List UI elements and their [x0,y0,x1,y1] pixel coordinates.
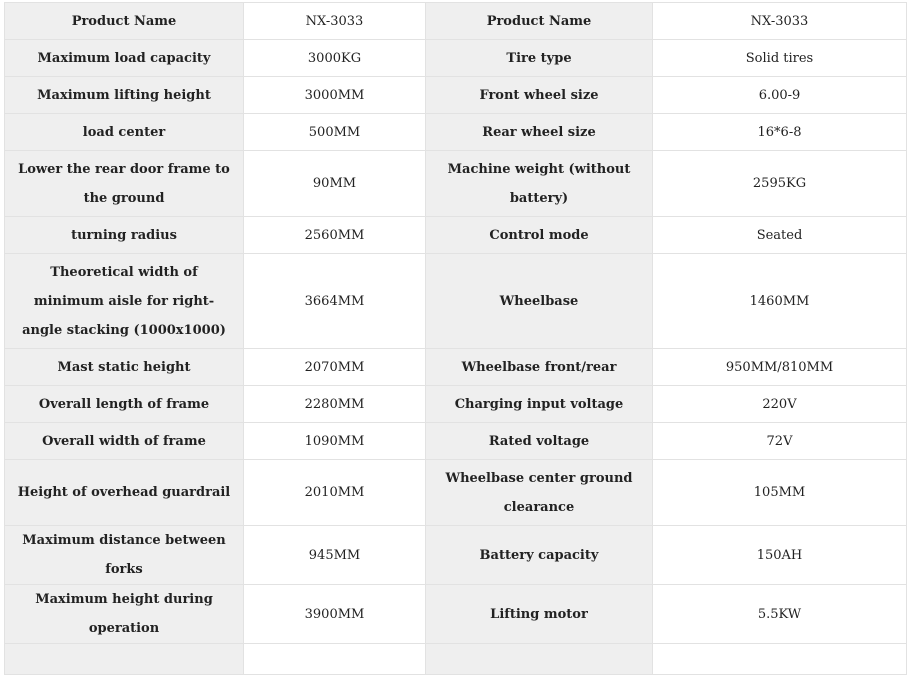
spec-label-cell: Maximum height during operation [5,585,244,644]
spec-value-cell: 16*6-8 [653,114,907,151]
table-row [5,460,907,526]
spec-label-cell: Maximum distance between forks [5,526,244,585]
spec-value-cell: 105MM [653,460,907,526]
spec-label-cell [5,644,244,675]
table-row [5,217,907,254]
spec-value-cell: NX-3033 [653,3,907,40]
spec-value-cell: 3000MM [244,77,426,114]
spec-label-cell: Overall width of frame [5,423,244,460]
table-row [5,114,907,151]
spec-label-cell: Overall length of frame [5,386,244,423]
spec-value-cell: 2010MM [244,460,426,526]
spec-label-cell: Rated voltage [426,423,653,460]
spec-table-body [5,3,907,675]
spec-table [4,2,907,675]
spec-label-cell: Product Name [426,3,653,40]
spec-value-cell: 3000KG [244,40,426,77]
spec-label-cell: Tire type [426,40,653,77]
spec-value-cell: 150AH [653,526,907,585]
spec-value-cell: Solid tires [653,40,907,77]
spec-label-cell: Rear wheel size [426,114,653,151]
spec-value-cell: 2280MM [244,386,426,423]
spec-label-cell: Wheelbase front/rear [426,349,653,386]
spec-label-cell: Front wheel size [426,77,653,114]
spec-value-cell: NX-3033 [244,3,426,40]
spec-label-cell: Maximum lifting height [5,77,244,114]
spec-label-cell: Height of overhead guardrail [5,460,244,526]
spec-value-cell: 950MM/810MM [653,349,907,386]
spec-label-cell: Battery capacity [426,526,653,585]
spec-value-cell: 2560MM [244,217,426,254]
spec-label-cell: turning radius [5,217,244,254]
spec-value-cell: 5.5KW [653,585,907,644]
spec-value-cell: 2595KG [653,151,907,217]
spec-label-cell: Maximum load capacity [5,40,244,77]
table-row [5,386,907,423]
spec-label-cell [426,644,653,675]
spec-label-cell: Lifting motor [426,585,653,644]
spec-value-cell: 220V [653,386,907,423]
spec-value-cell: 3664MM [244,254,426,349]
spec-value-cell: 1460MM [653,254,907,349]
spec-label-cell: load center [5,114,244,151]
spec-value-cell: 6.00-9 [653,77,907,114]
table-row [5,40,907,77]
table-row [5,349,907,386]
table-row [5,254,907,349]
spec-label-cell: Mast static height [5,349,244,386]
spec-value-cell: 3900MM [244,585,426,644]
spec-value-cell [244,644,426,675]
spec-label-cell: Machine weight (without battery) [426,151,653,217]
spec-label-cell: Wheelbase [426,254,653,349]
table-row [5,423,907,460]
spec-value-cell: 945MM [244,526,426,585]
spec-value-cell: Seated [653,217,907,254]
spec-label-cell: Wheelbase center ground clearance [426,460,653,526]
spec-label-cell: Lower the rear door frame to the ground [5,151,244,217]
spec-value-cell: 500MM [244,114,426,151]
table-row [5,526,907,585]
spec-label-cell: Control mode [426,217,653,254]
spec-label-cell: Theoretical width of minimum aisle for right-angle stacking (1000x1000) [5,254,244,349]
spec-label-cell: Charging input voltage [426,386,653,423]
table-row [5,151,907,217]
table-row [5,585,907,644]
spec-value-cell: 72V [653,423,907,460]
table-row [5,77,907,114]
spec-label-cell: Product Name [5,3,244,40]
spec-value-cell [653,644,907,675]
table-row [5,644,907,675]
spec-value-cell: 2070MM [244,349,426,386]
table-row [5,3,907,40]
spec-value-cell: 90MM [244,151,426,217]
spec-value-cell: 1090MM [244,423,426,460]
